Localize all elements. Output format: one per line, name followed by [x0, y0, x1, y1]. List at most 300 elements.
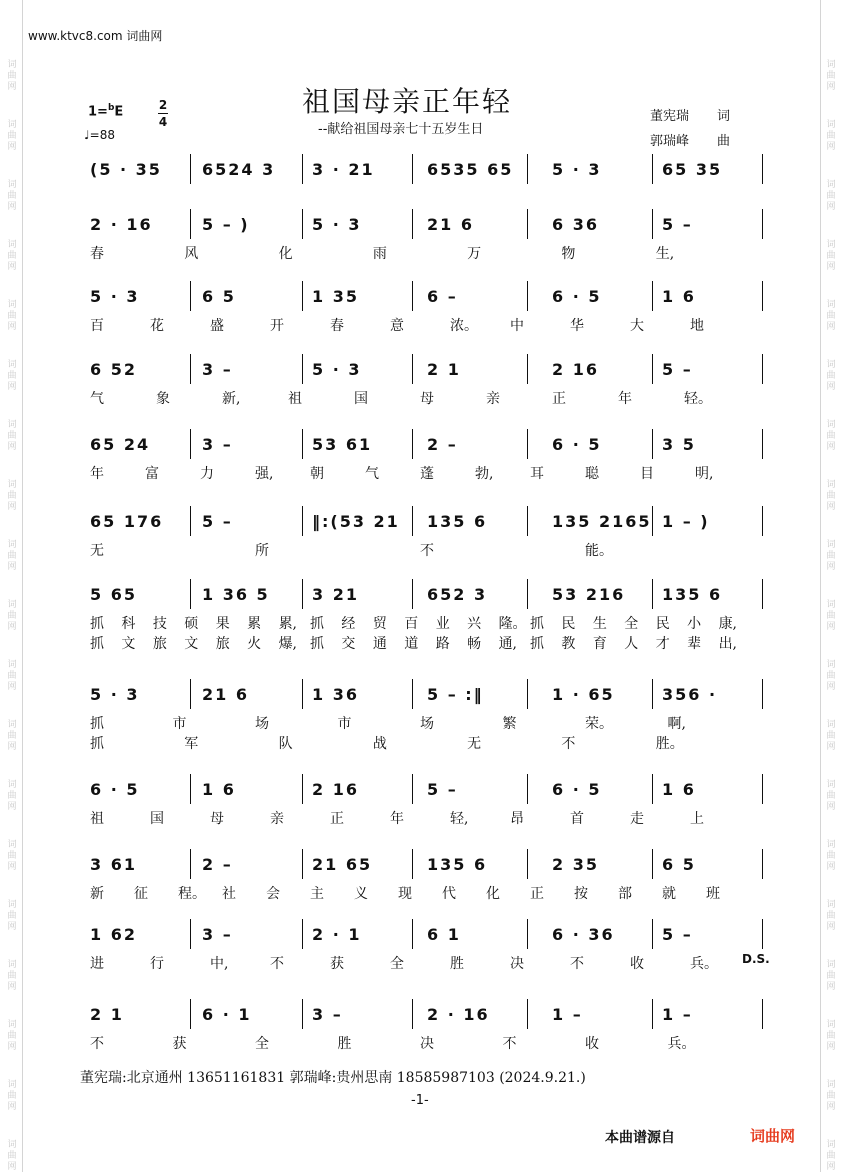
lyric: 路	[435, 636, 450, 652]
watermark-glyphs: 词 曲 网	[7, 660, 17, 692]
footer-source: 本曲谱源自	[605, 1130, 675, 1146]
lyric: 收	[630, 956, 644, 972]
watermark-glyphs: 词 曲 网	[7, 300, 17, 332]
measure: 2 16	[552, 360, 599, 379]
measure: 21 6	[202, 685, 249, 704]
lyric: 民	[561, 616, 576, 632]
measure: 6 · 1	[202, 1005, 252, 1024]
lyric: 胜	[450, 956, 464, 972]
lyric: 生,	[655, 246, 675, 262]
watermark-glyphs: 词 曲 网	[7, 120, 17, 152]
barline	[762, 506, 763, 536]
page-number: -1-	[411, 1093, 429, 1108]
measure: 2 16	[312, 780, 359, 799]
lyric-row	[72, 733, 792, 753]
composer-role: 曲	[717, 134, 731, 149]
lyric: 小	[687, 616, 702, 632]
lyric: 抓	[90, 736, 104, 752]
watermark-glyphs: 词 曲 网	[826, 60, 836, 92]
measure: 1 35	[312, 287, 359, 306]
measure: 2 · 1	[312, 925, 362, 944]
lyric: 强,	[255, 466, 274, 482]
lyric: 硕	[184, 616, 199, 632]
barline	[412, 429, 413, 459]
lyric: 胜	[337, 1036, 352, 1052]
barline	[652, 154, 653, 184]
lyric: 兵。	[690, 956, 718, 972]
watermark-glyphs: 词 曲 网	[7, 780, 17, 812]
measure: 5 65	[90, 585, 137, 604]
barline	[762, 679, 763, 709]
watermark-glyphs: 词 曲 网	[7, 540, 17, 572]
lyric: 花	[150, 318, 164, 334]
watermark-glyphs: 词 曲 网	[826, 420, 836, 452]
measure: 3 · 21	[312, 160, 375, 179]
watermark-glyphs: 词 曲 网	[7, 900, 17, 932]
lyric: 上	[690, 811, 704, 827]
barline	[652, 354, 653, 384]
lyric-row	[72, 633, 792, 653]
measure: 2 · 16	[427, 1005, 490, 1024]
measure: 6 · 5	[552, 435, 602, 454]
lyric: 万	[467, 246, 482, 262]
barline	[302, 579, 303, 609]
barline	[190, 281, 191, 311]
barline	[652, 849, 653, 879]
lyric: 亲	[486, 391, 500, 407]
lyric: 不	[270, 956, 284, 972]
lyric: 百	[90, 318, 104, 334]
key-signature	[88, 103, 123, 119]
measure: 5 · 3	[90, 685, 140, 704]
lyric: 征	[134, 886, 148, 902]
lyric: 进	[90, 956, 104, 972]
measure: 2 1	[427, 360, 461, 379]
lyric: 走	[630, 811, 644, 827]
barline	[302, 354, 303, 384]
time-signature	[158, 98, 168, 129]
lyric: 市	[337, 716, 352, 732]
lyric-row	[72, 388, 792, 408]
measure: 5 · 3	[312, 215, 362, 234]
measure: 2 · 16	[90, 215, 153, 234]
key-flat: b	[107, 103, 115, 113]
measure: 2 –	[202, 855, 233, 874]
lyric: 正	[330, 811, 344, 827]
lyric: 中	[510, 318, 524, 334]
lyric: 地	[690, 318, 704, 334]
barline	[412, 849, 413, 879]
lyric: 康,	[718, 616, 738, 632]
lyric: 富	[145, 466, 159, 482]
lyric: 班	[706, 886, 720, 902]
watermark-glyphs: 词 曲 网	[826, 840, 836, 872]
lyric: 正	[530, 886, 544, 902]
lyric: 年	[390, 811, 404, 827]
lyric: 气	[365, 466, 379, 482]
measure: 6 –	[427, 287, 458, 306]
note-row	[72, 160, 772, 200]
lyric: 化	[278, 246, 293, 262]
lyric: 轻,	[450, 811, 469, 827]
watermark-glyphs: 词 曲 网	[826, 180, 836, 212]
barline	[652, 579, 653, 609]
lyric-row	[72, 463, 792, 483]
watermark-glyphs: 词 曲 网	[7, 180, 17, 212]
lyric: 通	[372, 636, 387, 652]
barline	[527, 281, 528, 311]
barline	[412, 281, 413, 311]
measure: 6 5	[662, 855, 696, 874]
lyric: 无	[467, 736, 482, 752]
lyric: 不	[561, 736, 576, 752]
measure: 135 6	[427, 512, 488, 531]
measure: 652 3	[427, 585, 488, 604]
watermark-glyphs: 词 曲 网	[7, 840, 17, 872]
lyric: 祖	[288, 391, 302, 407]
measure: 3 21	[312, 585, 359, 604]
barline	[762, 774, 763, 804]
lyric-row	[72, 243, 792, 263]
measure: 65 24	[90, 435, 151, 454]
measure: 1 – )	[662, 512, 710, 531]
lyric: 抓	[90, 636, 104, 652]
lyric: 目	[640, 466, 654, 482]
lyric: 不	[570, 956, 584, 972]
lyric: 雨	[372, 246, 387, 262]
barline	[762, 209, 763, 239]
measure: 5 – )	[202, 215, 250, 234]
lyric: 场	[420, 716, 434, 732]
ds-mark: D.S.	[742, 952, 770, 966]
lyric: 物	[561, 246, 576, 262]
measure: 53 216	[552, 585, 626, 604]
lyric: 决	[510, 956, 524, 972]
composer-credit	[650, 130, 730, 149]
lyric: 全	[390, 956, 404, 972]
lyric: 全	[255, 1036, 269, 1052]
barline	[190, 679, 191, 709]
lyric: 文	[121, 636, 136, 652]
barline	[652, 774, 653, 804]
lyric: 气	[90, 391, 104, 407]
lyric: 荣。	[585, 716, 613, 732]
lyric: 火	[247, 636, 262, 652]
key-prefix: 1=	[88, 104, 108, 120]
lyric: 春	[90, 246, 104, 262]
meter-bottom: 4	[158, 115, 168, 129]
right-margin-strip	[820, 0, 839, 1172]
watermark-glyphs: 词 曲 网	[7, 720, 17, 752]
lyric: 经	[341, 616, 356, 632]
lyric: 国	[150, 811, 164, 827]
site-link[interactable]: www.ktvc8.com 词曲网	[28, 29, 163, 43]
measure: 21 6	[427, 215, 474, 234]
measure: 65 35	[662, 160, 723, 179]
barline	[527, 429, 528, 459]
measure: 2 1	[90, 1005, 124, 1024]
lyric: 年	[618, 391, 632, 407]
lyric: 年	[90, 466, 104, 482]
barline	[762, 354, 763, 384]
measure: 5 · 3	[312, 360, 362, 379]
song-subtitle: --献给祖国母亲七十五岁生日	[318, 122, 484, 137]
lyric: 盛	[210, 318, 224, 334]
measure: 135 6	[427, 855, 488, 874]
barline	[412, 154, 413, 184]
watermark-glyphs: 词 曲 网	[7, 240, 17, 272]
lyric: 浓。	[450, 318, 478, 334]
lyric: 能。	[585, 543, 613, 559]
lyric: 军	[184, 736, 199, 752]
lyric: 旅	[152, 636, 167, 652]
lyricist-name: 董宪瑞	[650, 109, 690, 124]
barline	[190, 919, 191, 949]
lyric: 兴	[467, 616, 482, 632]
lyric: 不	[90, 1036, 104, 1052]
measure: (5 · 35	[90, 160, 162, 179]
lyric: 通,	[498, 636, 518, 652]
lyric: 市	[172, 716, 187, 732]
measure: 1 6	[662, 287, 696, 306]
lyric: 道	[404, 636, 419, 652]
lyric: 抓	[90, 616, 104, 632]
barline	[652, 679, 653, 709]
barline	[302, 999, 303, 1029]
lyric-row	[72, 713, 792, 733]
measure: 5 · 3	[90, 287, 140, 306]
lyric-row	[72, 1033, 792, 1053]
barline	[190, 429, 191, 459]
watermark-glyphs: 词 曲 网	[7, 60, 17, 92]
watermark-glyphs: 词 曲 网	[826, 660, 836, 692]
lyric: 百	[404, 616, 419, 632]
lyric: 抓	[90, 716, 104, 732]
measure: 21 65	[312, 855, 373, 874]
measure: 6 1	[427, 925, 461, 944]
watermark-glyphs: 词 曲 网	[7, 600, 17, 632]
measure: 6524 3	[202, 160, 276, 179]
measure: 3 61	[90, 855, 137, 874]
lyric: 果	[215, 616, 230, 632]
watermark-glyphs: 词 曲 网	[826, 960, 836, 992]
lyric: 决	[420, 1036, 434, 1052]
lyric: 生	[592, 616, 607, 632]
barline	[652, 919, 653, 949]
watermark-glyphs: 词 曲 网	[826, 240, 836, 272]
watermark-glyphs: 词 曲 网	[7, 1020, 17, 1052]
measure: 6 5	[202, 287, 236, 306]
barline	[412, 209, 413, 239]
watermark-glyphs: 词 曲 网	[826, 900, 836, 932]
lyric: 朝	[310, 466, 324, 482]
lyric-row	[72, 953, 792, 973]
barline	[527, 506, 528, 536]
lyric: 累	[247, 616, 262, 632]
lyric: 贸	[372, 616, 387, 632]
lyric-row	[72, 883, 792, 903]
barline	[762, 281, 763, 311]
barline	[762, 154, 763, 184]
lyric: 蓬	[420, 466, 434, 482]
measure: 6 · 5	[90, 780, 140, 799]
lyric: 行	[150, 956, 164, 972]
barline	[527, 849, 528, 879]
measure: 5 –	[662, 925, 693, 944]
lyric: 文	[184, 636, 199, 652]
measure: 65 176	[90, 512, 164, 531]
lyric: 亲	[270, 811, 284, 827]
barline	[302, 919, 303, 949]
lyric: 象	[156, 391, 170, 407]
barline	[412, 354, 413, 384]
watermark-glyphs: 词 曲 网	[826, 120, 836, 152]
barline	[762, 849, 763, 879]
lyric-row	[72, 613, 792, 633]
lyric: 民	[655, 616, 670, 632]
lyric: 正	[552, 391, 566, 407]
lyric: 兵。	[667, 1036, 696, 1052]
measure: 6 · 5	[552, 780, 602, 799]
lyric: 不	[502, 1036, 517, 1052]
barline	[302, 679, 303, 709]
watermark-glyphs: 词 曲 网	[826, 720, 836, 752]
measure: 6 · 5	[552, 287, 602, 306]
watermark-glyphs: 词 曲 网	[7, 1140, 17, 1172]
lyric: 春	[330, 318, 344, 334]
barline	[302, 209, 303, 239]
lyric: 轻。	[684, 391, 712, 407]
measure: 3 –	[202, 360, 233, 379]
lyric: 育	[592, 636, 607, 652]
barline	[652, 506, 653, 536]
lyric: 啊,	[667, 716, 686, 732]
measure: 5 –	[202, 512, 233, 531]
measure: 5 · 3	[552, 160, 602, 179]
lyric: 昂	[510, 811, 524, 827]
watermark-glyphs: 词 曲 网	[826, 600, 836, 632]
measure: 53 61	[312, 435, 373, 454]
watermark-glyphs: 词 曲 网	[7, 960, 17, 992]
lyric: 部	[618, 886, 632, 902]
barline	[652, 429, 653, 459]
barline	[762, 919, 763, 949]
barline	[302, 281, 303, 311]
barline	[190, 506, 191, 536]
barline	[412, 506, 413, 536]
measure: 1 · 65	[552, 685, 615, 704]
barline	[527, 999, 528, 1029]
barline	[527, 919, 528, 949]
barline	[527, 679, 528, 709]
lyric: 收	[585, 1036, 599, 1052]
watermark-glyphs: 词 曲 网	[7, 1080, 17, 1112]
barline	[302, 154, 303, 184]
measure: 3 –	[202, 435, 233, 454]
barline	[302, 849, 303, 879]
watermark-glyphs: 词 曲 网	[826, 480, 836, 512]
lyric: 爆,	[278, 636, 298, 652]
lyric-row	[72, 540, 792, 560]
watermark-glyphs: 词 曲 网	[826, 1140, 836, 1172]
watermark-glyphs: 词 曲 网	[826, 1020, 836, 1052]
lyric: 社	[222, 886, 236, 902]
footer-logo-link[interactable]: 词曲网	[750, 1127, 796, 1145]
barline	[190, 999, 191, 1029]
measure: 2 –	[427, 435, 458, 454]
lyric: 才	[655, 636, 670, 652]
measure: 1 62	[90, 925, 137, 944]
barline	[190, 579, 191, 609]
measure: ‖:(53 21	[312, 512, 400, 531]
watermark-glyphs: 词 曲 网	[826, 780, 836, 812]
lyric: 获	[172, 1036, 187, 1052]
measure: 5 –	[662, 215, 693, 234]
meter-top: 2	[158, 98, 168, 112]
lyric: 胜。	[655, 736, 684, 752]
lyric: 教	[561, 636, 576, 652]
lyric-row	[72, 808, 792, 828]
barline	[652, 999, 653, 1029]
lyric-row	[72, 315, 792, 335]
lyric: 无	[90, 543, 104, 559]
barline	[190, 154, 191, 184]
lyric: 风	[184, 246, 199, 262]
watermark-glyphs: 词 曲 网	[7, 420, 17, 452]
barline	[412, 579, 413, 609]
measure: 6535 65	[427, 160, 514, 179]
measure: 356 ·	[662, 685, 718, 704]
measure: 3 –	[312, 1005, 343, 1024]
key-note: E	[114, 104, 124, 120]
lyric: 交	[341, 636, 356, 652]
barline	[762, 429, 763, 459]
measure: 3 –	[202, 925, 233, 944]
contact-info: 董宪瑞:北京通州 13651161831 郭瑞峰:贵州思南 18585987103 (2024.9.21.)	[80, 1070, 586, 1086]
barline	[302, 506, 303, 536]
watermark-glyphs: 词 曲 网	[826, 360, 836, 392]
lyric: 场	[255, 716, 269, 732]
lyric: 大	[630, 318, 644, 334]
barline	[302, 429, 303, 459]
lyric: 开	[270, 318, 284, 334]
lyric: 科	[121, 616, 136, 632]
measure: 1 36	[312, 685, 359, 704]
lyric: 按	[574, 886, 588, 902]
barline	[527, 154, 528, 184]
lyric: 辈	[687, 636, 702, 652]
lyric: 不	[420, 543, 434, 559]
measure: 135 6	[662, 585, 723, 604]
lyric: 抓	[310, 616, 324, 632]
lyric: 聪	[585, 466, 599, 482]
watermark-glyphs: 词 曲 网	[7, 360, 17, 392]
lyric: 母	[420, 391, 434, 407]
lyric: 祖	[90, 811, 104, 827]
barline	[527, 579, 528, 609]
barline	[652, 209, 653, 239]
lyric: 旅	[215, 636, 230, 652]
barline	[190, 774, 191, 804]
measure: 6 · 36	[552, 925, 615, 944]
lyric: 中,	[210, 956, 229, 972]
lyric: 获	[330, 956, 344, 972]
measure: 1 6	[202, 780, 236, 799]
lyric: 战	[372, 736, 387, 752]
lyric: 繁	[502, 716, 517, 732]
barline	[190, 354, 191, 384]
lyric: 耳	[530, 466, 544, 482]
